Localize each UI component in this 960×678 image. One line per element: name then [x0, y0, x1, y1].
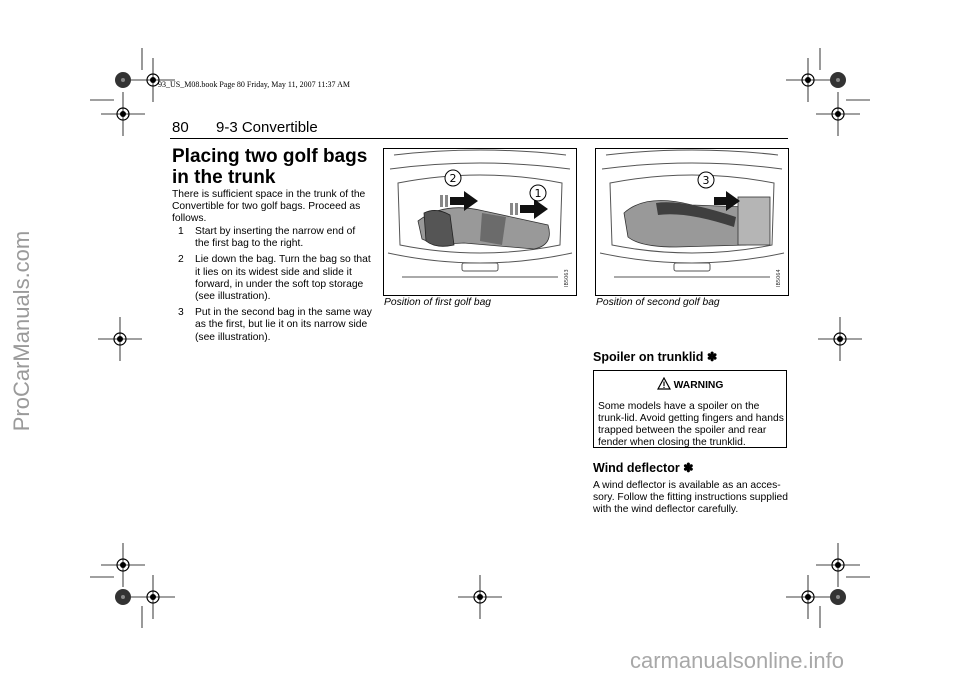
- trunk-illustration-2: [596, 149, 788, 295]
- figure-code: IB5064: [776, 269, 782, 287]
- golf-bags-heading-line2: in the trunk: [172, 167, 276, 188]
- watermark-bottom: carmanualsonline.info: [630, 648, 845, 673]
- figure-second-golf-bag: [595, 148, 789, 296]
- page-number: 80: [172, 119, 189, 136]
- warning-text: Some models have a spoiler on the trunk-lid. Avoid getting fingers and hands trapped between the spoiler and rear fender when closing the trunklid.: [598, 401, 784, 448]
- warning-label: WARNING: [673, 380, 724, 391]
- marker-1: 1: [534, 187, 542, 200]
- wind-deflector-heading: Wind deflector ✽: [593, 461, 694, 475]
- figure-first-golf-bag: [383, 148, 577, 296]
- wind-deflector-text: A wind deflector is available as an acces-sory. Follow the fitting instructions supplied with the wind deflector carefully.: [593, 480, 788, 516]
- step-number: 2: [178, 254, 184, 266]
- caption-second-golf-bag: Position of second golf bag: [596, 297, 720, 308]
- warning-box: [593, 370, 787, 448]
- trunk-illustration-1: [384, 149, 576, 295]
- figure-code: IB5063: [564, 269, 570, 287]
- golf-bags-intro: There is sufficient space in the trunk of the Convertible for two golf bags. Proceed as follows.: [172, 189, 366, 225]
- warning-icon: [657, 377, 671, 390]
- step-number: 1: [178, 226, 184, 237]
- book-info: 93_US_M08.book Page 80 Friday, May 11, 2007 11:37 AM: [158, 80, 350, 89]
- list-item: [172, 307, 372, 344]
- header-rule: [170, 138, 788, 139]
- golf-bags-heading: [172, 146, 372, 188]
- golf-bags-steps: [172, 226, 372, 348]
- list-item: [172, 226, 372, 250]
- marker-3: 3: [702, 174, 710, 187]
- caption-first-golf-bag: Position of first golf bag: [384, 297, 492, 308]
- warning-title: [594, 377, 786, 391]
- spoiler-heading: Spoiler on trunklid ✽: [593, 350, 718, 364]
- step-number: 3: [178, 307, 184, 319]
- list-item: [172, 254, 372, 303]
- section-title: 9-3 Convertible: [216, 119, 318, 136]
- step-text: Start by inserting the narrow end of the first bag to the right.: [195, 226, 356, 250]
- step-text: Lie down the bag. Turn the bag so that it lies on its widest side and slide it forward, in under the soft top storage (see illustration).: [195, 254, 371, 303]
- golf-bags-heading-line1: Placing two golf bags: [172, 146, 368, 167]
- step-text: Put in the second bag in the same way as the first, but lie it on its narrow side (see illustration).: [195, 307, 372, 343]
- watermark-side: ProCarManuals.com: [9, 230, 34, 432]
- marker-2: 2: [449, 172, 457, 185]
